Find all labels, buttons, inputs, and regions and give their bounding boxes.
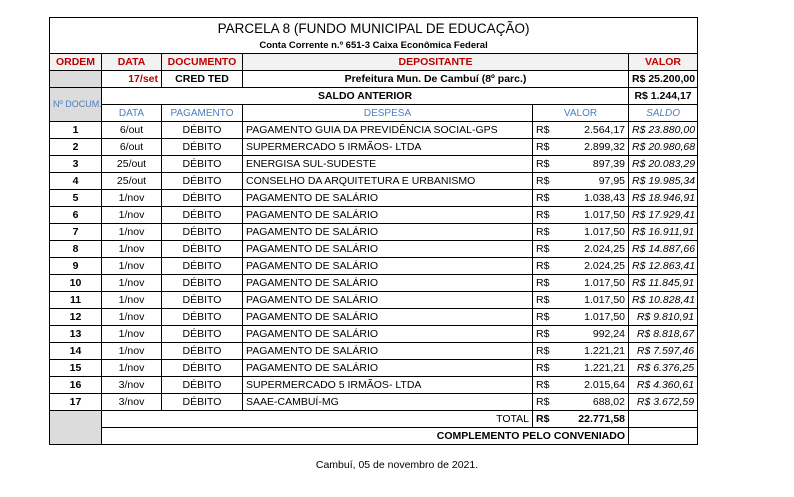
row-date: 6/out	[102, 122, 162, 139]
row-balance: R$ 4.360,61	[629, 377, 698, 394]
subheader-data: DATA	[102, 105, 162, 122]
row-number: 1	[50, 122, 102, 139]
row-expense: SUPERMERCADO 5 IRMÃOS- LTDA	[243, 377, 533, 394]
row-payment: DÉBITO	[162, 190, 243, 207]
row-expense: PAGAMENTO DE SALÁRIO	[243, 275, 533, 292]
row-currency: R$	[533, 275, 546, 292]
row-date: 1/nov	[102, 292, 162, 309]
row-expense: PAGAMENTO DE SALÁRIO	[243, 292, 533, 309]
row-payment: DÉBITO	[162, 207, 243, 224]
row-value: 1.017,50	[546, 309, 629, 326]
complemento-value-cell	[629, 428, 698, 445]
table-row	[50, 309, 698, 326]
row-value: 2.015,64	[546, 377, 629, 394]
table-row	[50, 190, 698, 207]
row-date: 1/nov	[102, 241, 162, 258]
row-value: 2.564,17	[546, 122, 629, 139]
row-value: 2.024,25	[546, 258, 629, 275]
row-expense: PAGAMENTO DE SALÁRIO	[243, 224, 533, 241]
row-payment: DÉBITO	[162, 224, 243, 241]
row-balance: R$ 20.083,29	[629, 156, 698, 173]
footer-date: Cambuí, 05 de novembro de 2021.	[315, 459, 479, 471]
row-expense: SAAE-CAMBUÍ-MG	[243, 394, 533, 411]
row-value: 688,02	[546, 394, 629, 411]
row-currency: R$	[533, 394, 546, 411]
row-date: 1/nov	[102, 343, 162, 360]
row-currency: R$	[533, 122, 546, 139]
row-currency: R$	[533, 258, 546, 275]
table-row	[50, 139, 698, 156]
total-value: 22.771,58	[546, 411, 629, 428]
statement-sheet	[49, 17, 697, 445]
row-number: 9	[50, 258, 102, 275]
row-balance: R$ 10.828,41	[629, 292, 698, 309]
table-row	[50, 343, 698, 360]
row-number: 17	[50, 394, 102, 411]
row-value: 2.899,32	[546, 139, 629, 156]
table-row	[50, 394, 698, 411]
row-expense: PAGAMENTO DE SALÁRIO	[243, 190, 533, 207]
total-saldo-cell	[629, 411, 698, 428]
row-value: 1.038,43	[546, 190, 629, 207]
deposit-document: CRED TED	[162, 71, 243, 88]
row-currency: R$	[533, 241, 546, 258]
page-title: PARCELA 8 (FUNDO MUNICIPAL DE EDUCAÇÃO)	[50, 18, 698, 39]
row-expense: PAGAMENTO DE SALÁRIO	[243, 326, 533, 343]
row-value: 1.017,50	[546, 275, 629, 292]
row-currency: R$	[533, 377, 546, 394]
row-value: 1.221,21	[546, 360, 629, 377]
row-value: 2.024,25	[546, 241, 629, 258]
row-number: 7	[50, 224, 102, 241]
row-expense: PAGAMENTO DE SALÁRIO	[243, 309, 533, 326]
row-balance: R$ 3.672,59	[629, 394, 698, 411]
total-blank-cell	[50, 411, 102, 445]
row-value: 97,95	[546, 173, 629, 190]
row-balance: R$ 12.863,41	[629, 258, 698, 275]
row-payment: DÉBITO	[162, 275, 243, 292]
header-depositante: DEPOSITANTE	[243, 54, 629, 71]
row-date: 1/nov	[102, 326, 162, 343]
row-expense: PAGAMENTO DE SALÁRIO	[243, 360, 533, 377]
subheader-valor: VALOR	[533, 105, 629, 122]
row-value: 1.017,50	[546, 224, 629, 241]
row-payment: DÉBITO	[162, 326, 243, 343]
total-label: TOTAL	[102, 411, 533, 428]
row-number: 6	[50, 207, 102, 224]
saldo-anterior-label: SALDO ANTERIOR	[102, 88, 629, 105]
table-row	[50, 326, 698, 343]
row-currency: R$	[533, 360, 546, 377]
row-value: 1.221,21	[546, 343, 629, 360]
row-currency: R$	[533, 224, 546, 241]
row-currency: R$	[533, 207, 546, 224]
row-number: 14	[50, 343, 102, 360]
row-expense: PAGAMENTO DE SALÁRIO	[243, 343, 533, 360]
complemento-label: COMPLEMENTO PELO CONVENIADO	[102, 428, 629, 445]
row-balance: R$ 20.980,68	[629, 139, 698, 156]
row-currency: R$	[533, 173, 546, 190]
row-currency: R$	[533, 139, 546, 156]
row-expense: PAGAMENTO DE SALÁRIO	[243, 207, 533, 224]
row-date: 1/nov	[102, 190, 162, 207]
row-payment: DÉBITO	[162, 309, 243, 326]
deposit-value: R$ 25.200,00	[629, 71, 698, 88]
row-payment: DÉBITO	[162, 258, 243, 275]
row-date: 1/nov	[102, 360, 162, 377]
row-payment: DÉBITO	[162, 173, 243, 190]
row-number: 16	[50, 377, 102, 394]
header-documento: DOCUMENTO	[162, 54, 243, 71]
row-currency: R$	[533, 343, 546, 360]
subheader-num-docum: Nº DOCUM.	[50, 88, 102, 122]
deposit-ordem-cell	[50, 71, 102, 88]
row-date: 1/nov	[102, 309, 162, 326]
row-value: 1.017,50	[546, 292, 629, 309]
row-balance: R$ 11.845,91	[629, 275, 698, 292]
row-number: 3	[50, 156, 102, 173]
row-balance: R$ 9.810,91	[629, 309, 698, 326]
row-payment: DÉBITO	[162, 139, 243, 156]
total-currency: R$	[533, 411, 546, 428]
row-date: 25/out	[102, 156, 162, 173]
header-data: DATA	[102, 54, 162, 71]
row-expense: SUPERMERCADO 5 IRMÃOS- LTDA	[243, 139, 533, 156]
row-number: 2	[50, 139, 102, 156]
row-expense: CONSELHO DA ARQUITETURA E URBANISMO	[243, 173, 533, 190]
row-date: 1/nov	[102, 275, 162, 292]
row-expense: PAGAMENTO GUIA DA PREVIDÊNCIA SOCIAL-GPS	[243, 122, 533, 139]
row-number: 15	[50, 360, 102, 377]
row-payment: DÉBITO	[162, 122, 243, 139]
row-number: 8	[50, 241, 102, 258]
table-row	[50, 122, 698, 139]
row-date: 25/out	[102, 173, 162, 190]
row-number: 11	[50, 292, 102, 309]
row-currency: R$	[533, 309, 546, 326]
row-date: 1/nov	[102, 207, 162, 224]
row-payment: DÉBITO	[162, 377, 243, 394]
row-expense: ENERGISA SUL-SUDESTE	[243, 156, 533, 173]
table-row	[50, 258, 698, 275]
subheader-despesa: DESPESA	[243, 105, 533, 122]
row-payment: DÉBITO	[162, 292, 243, 309]
row-balance: R$ 14.887,66	[629, 241, 698, 258]
row-balance: R$ 6.376,25	[629, 360, 698, 377]
table-row	[50, 360, 698, 377]
row-currency: R$	[533, 326, 546, 343]
row-payment: DÉBITO	[162, 241, 243, 258]
row-value: 1.017,50	[546, 207, 629, 224]
table-row	[50, 207, 698, 224]
header-valor: VALOR	[629, 54, 698, 71]
row-balance: R$ 19.985,34	[629, 173, 698, 190]
statement-table	[49, 17, 698, 445]
row-date: 3/nov	[102, 394, 162, 411]
subheader-saldo: SALDO	[629, 105, 698, 122]
row-balance: R$ 8.818,67	[629, 326, 698, 343]
row-value: 992,24	[546, 326, 629, 343]
table-row	[50, 241, 698, 258]
deposit-depositor: Prefeitura Mun. De Cambuí (8º parc.)	[243, 71, 629, 88]
row-number: 5	[50, 190, 102, 207]
row-expense: PAGAMENTO DE SALÁRIO	[243, 241, 533, 258]
row-balance: R$ 16.911,91	[629, 224, 698, 241]
table-row	[50, 275, 698, 292]
row-number: 10	[50, 275, 102, 292]
row-balance: R$ 23.880,00	[629, 122, 698, 139]
header-ordem: ORDEM	[50, 54, 102, 71]
row-currency: R$	[533, 190, 546, 207]
table-row	[50, 224, 698, 241]
row-balance: R$ 18.946,91	[629, 190, 698, 207]
row-payment: DÉBITO	[162, 343, 243, 360]
row-payment: DÉBITO	[162, 394, 243, 411]
table-row	[50, 292, 698, 309]
row-payment: DÉBITO	[162, 360, 243, 377]
subheader-pagamento: PAGAMENTO	[162, 105, 243, 122]
row-number: 4	[50, 173, 102, 190]
row-value: 897,39	[546, 156, 629, 173]
table-row	[50, 377, 698, 394]
saldo-anterior-value: R$ 1.244,17	[629, 88, 698, 105]
row-date: 1/nov	[102, 258, 162, 275]
row-payment: DÉBITO	[162, 156, 243, 173]
row-expense: PAGAMENTO DE SALÁRIO	[243, 258, 533, 275]
row-date: 1/nov	[102, 224, 162, 241]
deposit-date: 17/set	[102, 71, 162, 88]
row-number: 13	[50, 326, 102, 343]
row-currency: R$	[533, 156, 546, 173]
row-number: 12	[50, 309, 102, 326]
row-date: 3/nov	[102, 377, 162, 394]
table-row	[50, 156, 698, 173]
row-date: 6/out	[102, 139, 162, 156]
account-subtitle: Conta Corrente n.º 651-3 Caixa Econômica Federal	[50, 38, 698, 54]
row-balance: R$ 17.929,41	[629, 207, 698, 224]
table-row	[50, 173, 698, 190]
row-currency: R$	[533, 292, 546, 309]
row-balance: R$ 7.597,46	[629, 343, 698, 360]
